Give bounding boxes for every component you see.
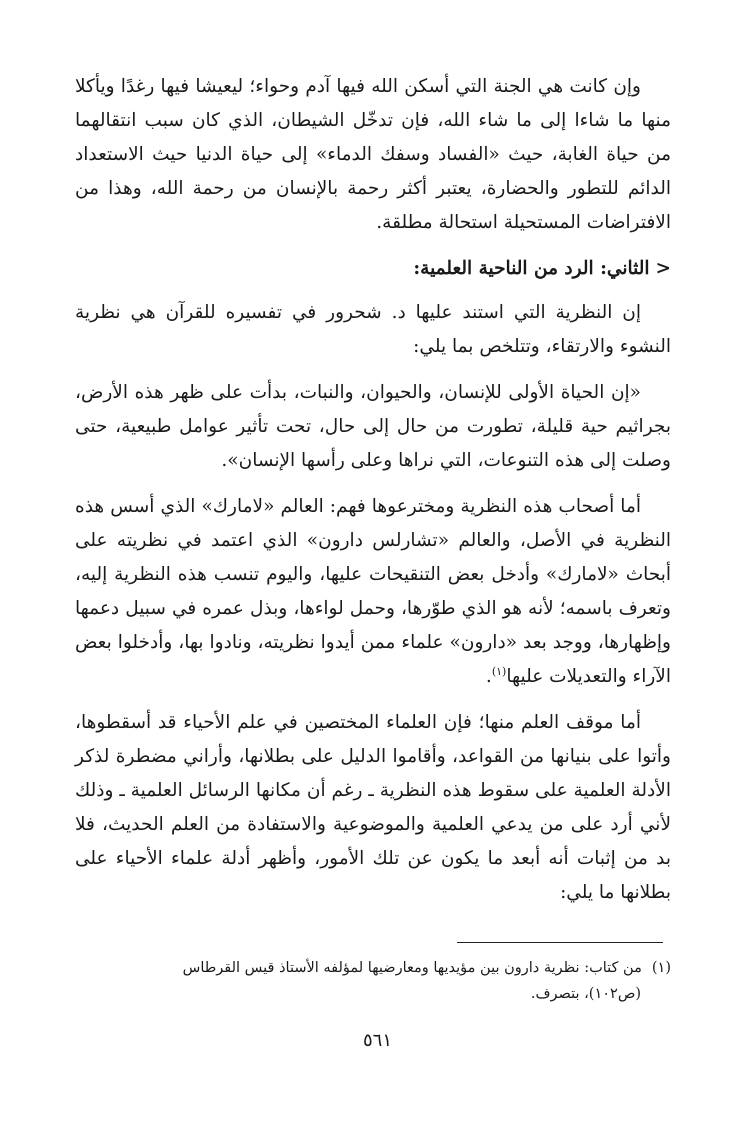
footnote-text: من كتاب: نظرية دارون بين مؤيديها ومعارضيها لمؤلفه الأستاذ قيس القرطاس: [182, 960, 642, 976]
paragraph-5: أما موقف العلم منها؛ فإن العلماء المختصين في علم الأحياء قد أسقطوها، وأتوا على بنيانها من القواعد، وأقاموا الدليل على بطلانها، وأراني مضطرة لذكر الأدلة العلمية على سقوط هذه النظرية ـ رغم أن مكانها الرسائل العلمية ـ وذلك لأني أرد على من يدعي العلمية والموضوعية والاستفادة من العلم الحديث، فلا بد من إثبات أنه أبعد ما يكون عن تلك الأمور، وأظهر أدلة علماء الأحياء على بطلانها ما يلي:: [75, 712, 671, 903]
section-heading: [75, 252, 671, 286]
paragraph-4-end: .: [485, 666, 492, 687]
paragraph-2: إن النظرية التي استند عليها د. شحرور في تفسيره للقرآن هي نظرية النشوء والارتقاء، وتتلخص بما يلي:: [75, 302, 671, 357]
paragraph-4-text: أما أصحاب هذه النظرية ومخترعوها فهم: العالم «لامارك» الذي أسس هذه النظرية في الأصل، والعالم «تشارلس دارون» الذي اعتمد في نظريته على أبحاث «لامارك» وأدخل بعض التنقيحات عليها، واليوم تنسب هذه النظرية إليه، وتعرف باسمه؛ لأنه هو الذي طوّرها، وحمل لواءها، وبذل عمره في سبيل دعمها وإظهارها، ووجد بعد «دارون» علماء ممن أيدوا نظريته، ونادوا بها، وأدخلوا بعض الآراء والتعديلات عليها: [75, 496, 671, 687]
footnote-number: (١): [651, 960, 671, 976]
page-number: ٥٦١: [362, 1030, 392, 1051]
footnote: [75, 955, 671, 1007]
footnote-continuation: (ص١٠٢)، بتصرف.: [530, 986, 641, 1002]
paragraph-3-quote: «إن الحياة الأولى للإنسان، والحيوان، والنبات، بدأت على ظهر هذه الأرض، بجراثيم حية قليلة، تطورت من حال إلى حال، تحت تأثير عوامل طبيعية، حتى وصلت إلى هذه التنوعات، التي نراها وعلى رأسها الإنسان».: [75, 382, 671, 471]
heading-text: الثاني: الرد من الناحية العلمية:: [413, 258, 650, 279]
page-body: [75, 70, 671, 922]
footnote-separator: [457, 942, 663, 943]
paragraph-4: [75, 490, 671, 694]
arrow-bullet-icon: <: [655, 258, 671, 279]
footnote-ref: (١): [491, 664, 507, 678]
paragraph-1: وإن كانت هي الجنة التي أسكن الله فيها آدم وحواء؛ ليعيشا فيها رغدًا ويأكلا منها ما شاءا إلى ما شاء الله، فإن تدخّل الشيطان، الذي كان سبب انتقالهما من حياة الغابة، حيث «الفساد وسفك الدماء» إلى حياة الدنيا حيث الاستعداد الدائم للتطور والحضارة، يعتبر أكثر رحمة بالإنسان من رحمة الله، وهذا من الافتراضات المستحيلة استحالة مطلقة.: [75, 76, 671, 233]
